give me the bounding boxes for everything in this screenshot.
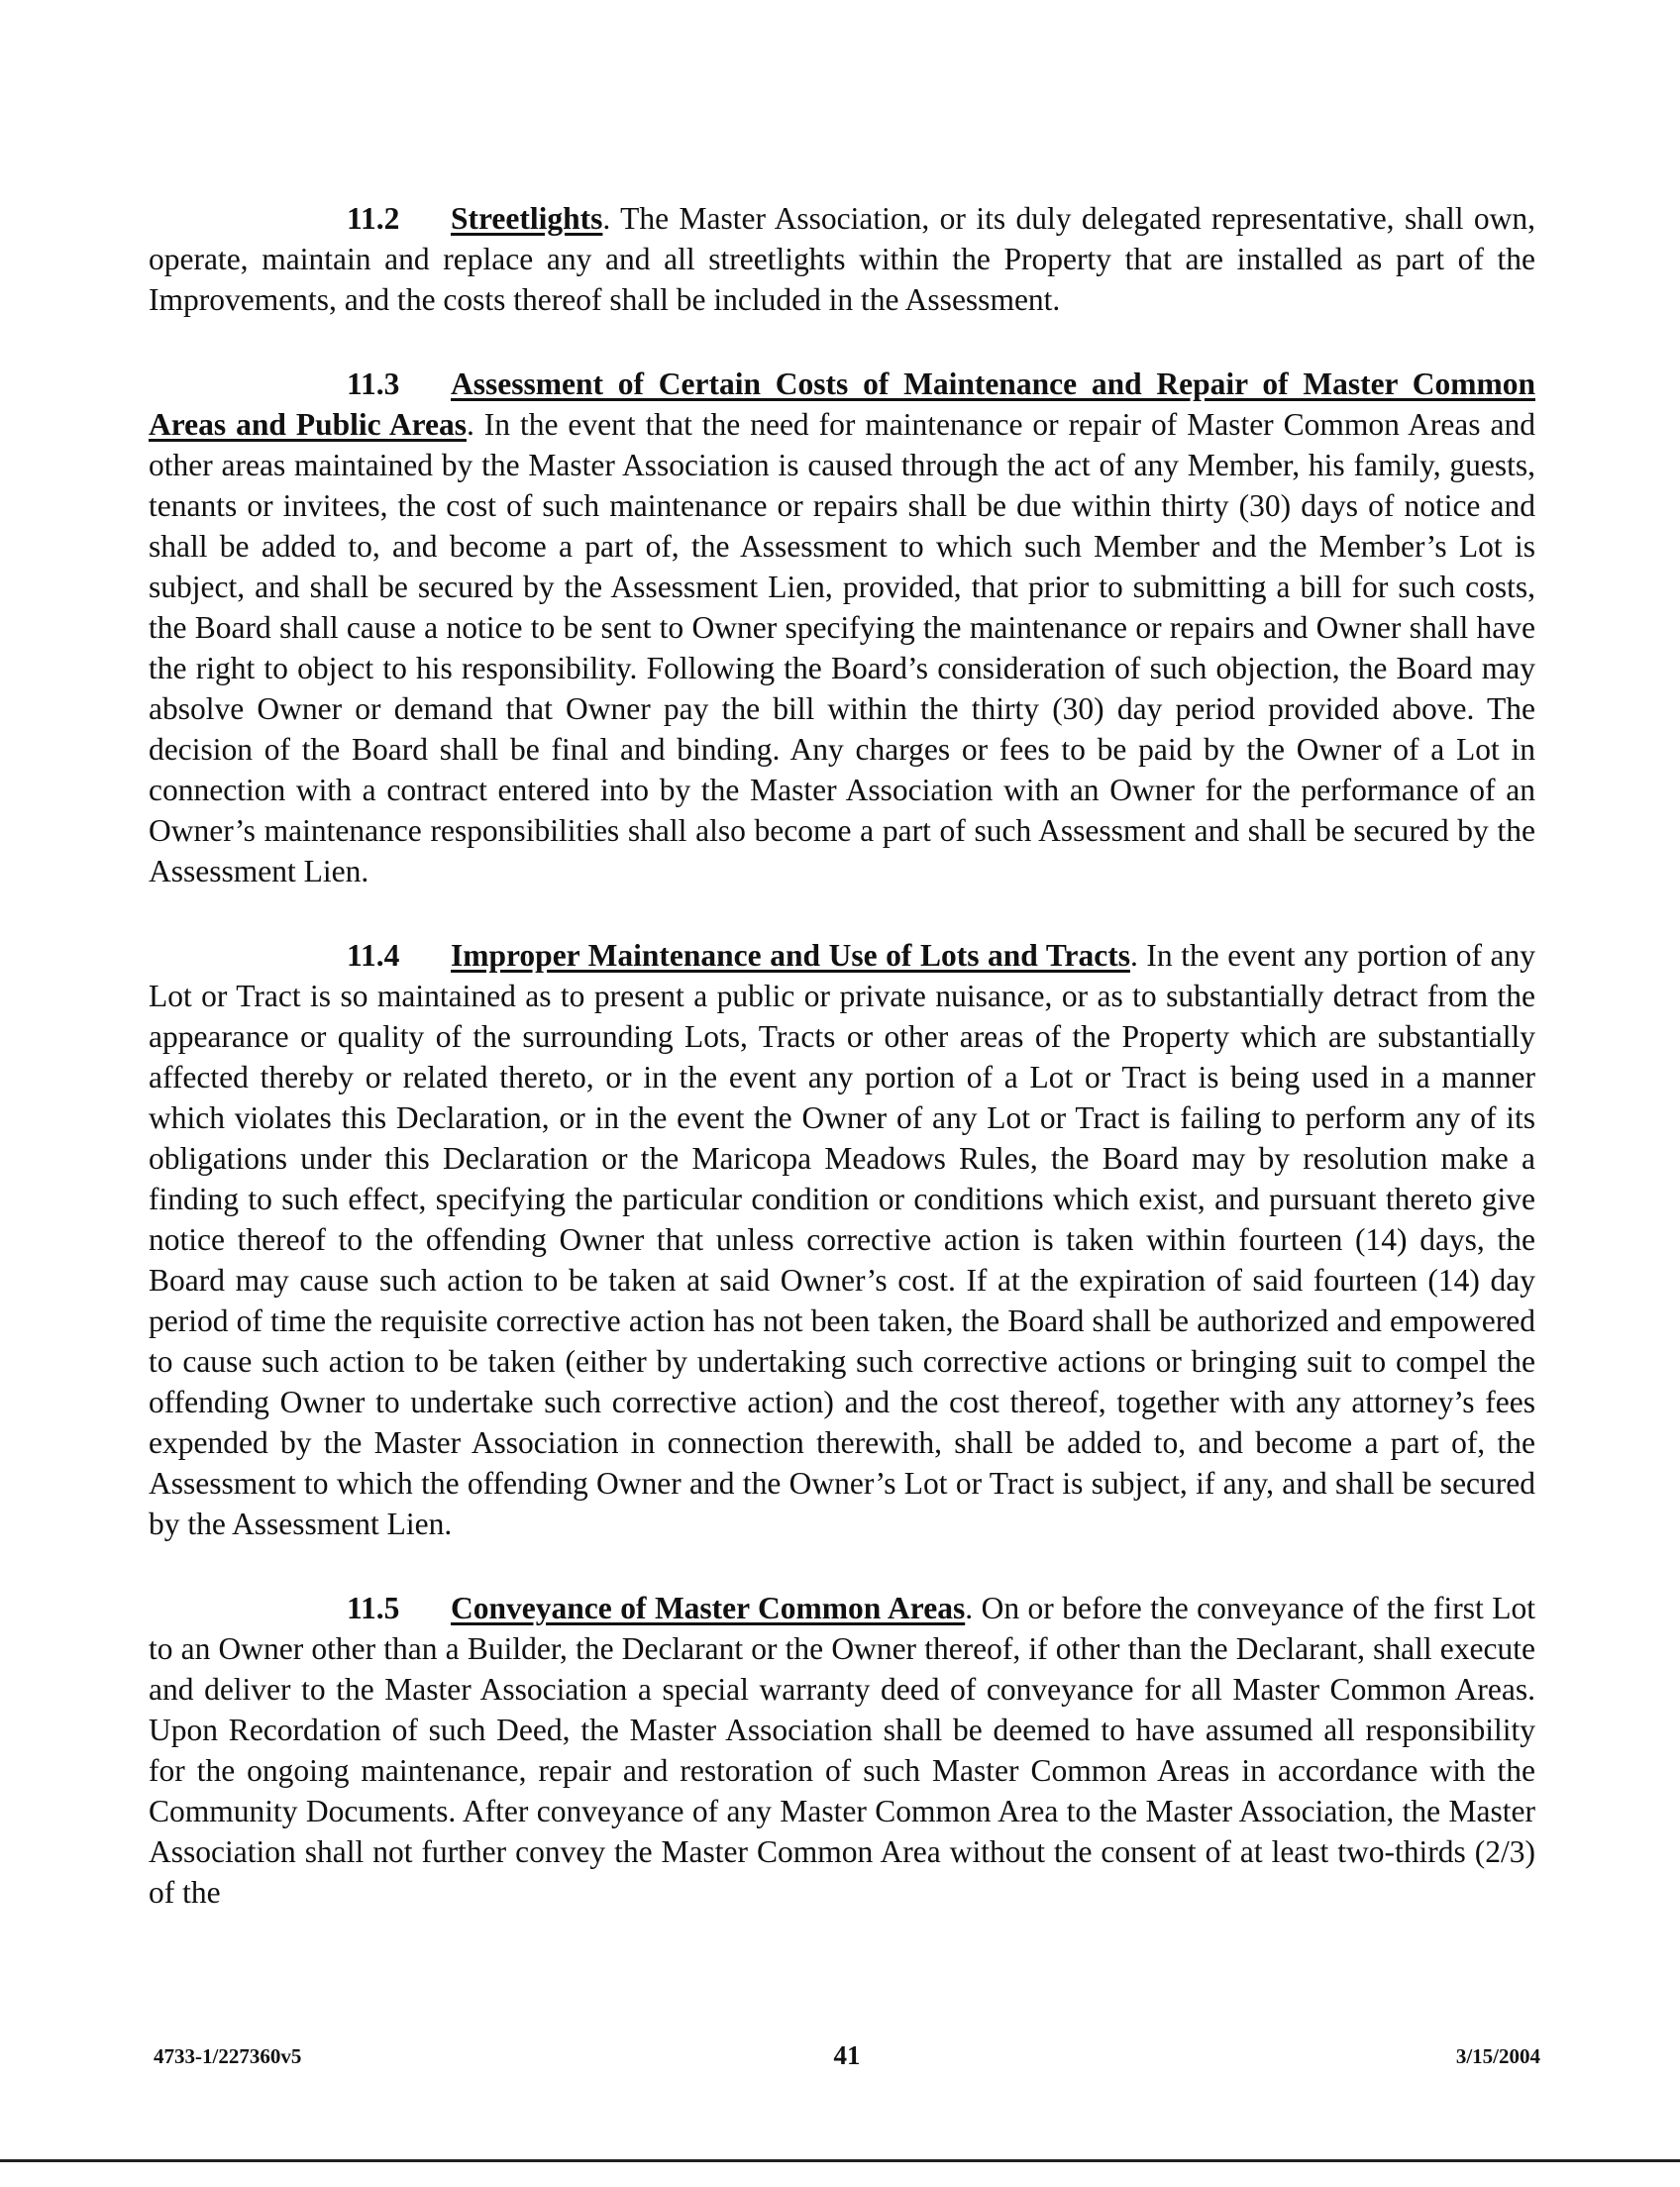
section-11-3	[149, 364, 1535, 891]
section-11-5	[149, 1588, 1535, 1913]
section-heading: Conveyance of Master Common Areas	[451, 1591, 966, 1625]
document-id: 4733-1/227360v5	[154, 2044, 302, 2068]
section-11-2	[149, 198, 1535, 320]
document-date: 3/15/2004	[1455, 2044, 1540, 2068]
section-body: . In the event that the need for maintenance or repair of Master Common Areas and other areas maintained by the Master Association is caused through the act of any Member, his family, guests, tenants or invitees, the cost of such maintenance or repairs shall be due within thirty (30) days of notice and shall be added to, and become a part of, the Assessment to which such Member and the Member’s Lot is subject, and shall be secured by the Assessment Lien, provided, that prior to submitting a bill for such costs, the Board shall cause a notice to be sent to Owner specifying the maintenance or repairs and Owner shall have the right to object to his responsibility. Following the Board’s consideration of such objection, the Board may absolve Owner or demand that Owner pay the bill within the thirty (30) day period provided above. The decision of the Board shall be final and binding. Any charges or fees to be paid by the Owner of a Lot in connection with a contract entered into by the Master Association with an Owner for the performance of an Owner’s maintenance responsibilities shall also become a part of such Assessment and shall be secured by the Assessment Lien.	[149, 407, 1535, 888]
section-body: . On or before the conveyance of the first Lot to an Owner other than a Builder, the Declarant or the Owner thereof, if other than the Declarant, shall execute and deliver to the Master Association a special warranty deed of conveyance for all Master Common Areas. Upon Recordation of such Deed, the Master Association shall be deemed to have assumed all responsibility for the ongoing maintenance, repair and restoration of such Master Common Areas in accordance with the Community Documents. After conveyance of any Master Common Area to the Master Association, the Master Association shall not further convey the Master Common Area without the consent of at least two-thirds (2/3) of the	[149, 1591, 1535, 1910]
document-page	[149, 198, 1535, 1956]
section-number: 11.5	[347, 1591, 400, 1625]
section-body: . In the event any portion of any Lot or Tract is so maintained as to present a public or private nuisance, or as to substantially detract from the appearance or quality of the surrounding Lots, Tracts or other areas of the Property which are substantially affected thereby or related thereto, or in the event any portion of a Lot or Tract is being used in a manner which violates this Declaration, or in the event the Owner of any Lot or Tract is failing to perform any of its obligations under this Declaration or the Maricopa Meadows Rules, the Board may by resolution make a finding to such effect, specifying the particular condition or conditions which exist, and pursuant thereto give notice thereof to the offending Owner that unless corrective action is taken within fourteen (14) days, the Board may cause such action to be taken at said Owner’s cost. If at the expiration of said fourteen (14) day period of time the requisite corrective action has not been taken, the Board shall be authorized and empowered to cause such action to be taken (either by undertaking such corrective actions or bringing suit to compel the offending Owner to undertake such corrective action) and the cost thereof, together with any attorney’s fees expended by the Master Association in connection therewith, shall be added to, and become a part of, the Assessment to which the offending Owner and the Owner’s Lot or Tract is subject, if any, and shall be secured by the Assessment Lien.	[149, 938, 1535, 1541]
section-number: 11.3	[347, 366, 400, 401]
section-11-4	[149, 935, 1535, 1544]
section-body: . The Master Association, or its duly delegated representative, shall own, operate, maintain and replace any and all streetlights within the Property that are installed as part of the Improvements, and the costs thereof shall be included in the Assessment.	[149, 201, 1535, 317]
section-number: 11.4	[347, 938, 400, 973]
page-number: 41	[833, 2040, 861, 2070]
section-number: 11.2	[347, 201, 400, 236]
bottom-rule	[0, 2159, 1680, 2162]
section-heading: Improper Maintenance and Use of Lots and Tracts	[451, 938, 1130, 973]
section-heading: Streetlights	[451, 201, 603, 236]
section-heading: Assessment of Certain Costs of Maintenance and Repair of Master Common Areas and Public Areas	[149, 366, 1535, 442]
